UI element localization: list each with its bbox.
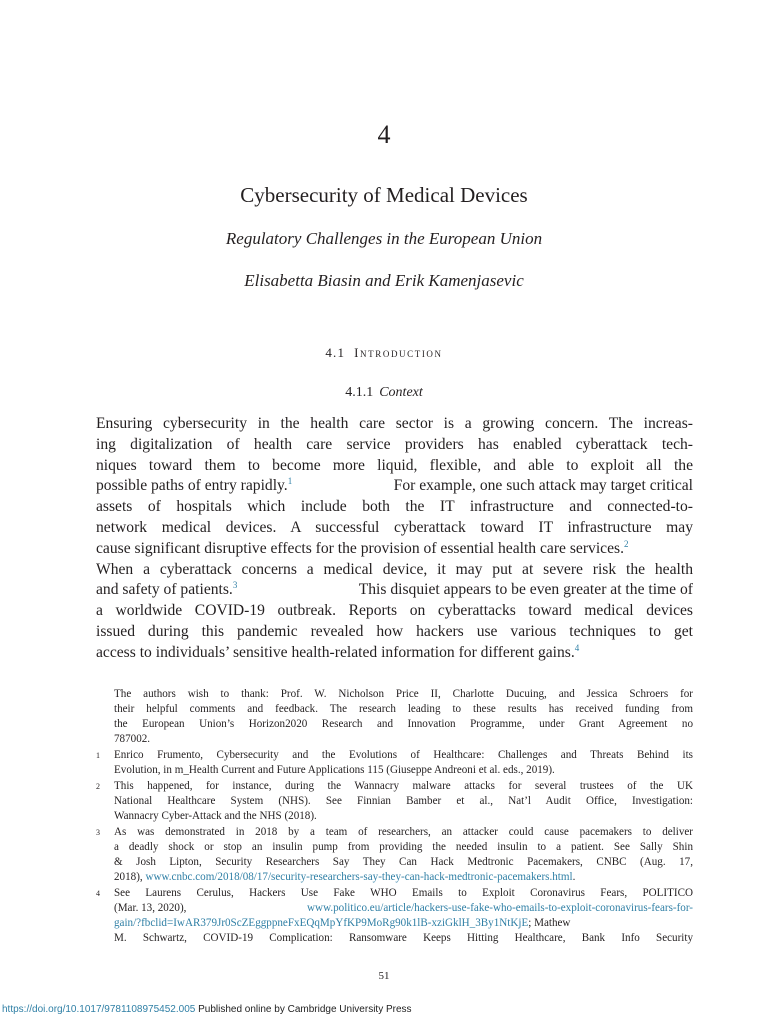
body-line: a worldwide COVID-19 outbreak. Reports on cyberattacks toward medical devices xyxy=(96,602,693,620)
footnote-ref-1[interactable]: 1 xyxy=(287,476,293,487)
footnote-1 xyxy=(96,748,693,778)
section-title: Introduction xyxy=(354,345,443,360)
chapter-number: 4 xyxy=(377,120,391,149)
body-line: niques toward them to become more liquid, flexible, and able to exploit all the xyxy=(96,456,693,474)
note-line: The authors wish to thank: Prof. W. Nicholson Price II, Charlotte Ducuing, and Jessica Schroers for xyxy=(114,688,693,700)
acknowledgment-note xyxy=(96,687,693,747)
body-paragraph xyxy=(96,414,693,664)
body-line: ing digitalization of health care service providers has enabled cyberattack tech- xyxy=(96,435,693,453)
body-line: network medical devices. A successful cyberattack toward IT infrastructure may xyxy=(96,518,693,536)
note-line: Wannacry Cyber-Attack and the NHS (2018). xyxy=(114,810,317,822)
body-line xyxy=(96,476,693,497)
page-number: 51 xyxy=(378,970,390,982)
note-text: . xyxy=(572,871,576,883)
note-line: National Healthcare System (NHS). See Finnian Bamber et al., Nat’l Audit Office, Investigation: xyxy=(114,795,693,807)
body-line-part: possible paths of entry rapidly. xyxy=(96,477,288,495)
chapter-title: Cybersecurity of Medical Devices xyxy=(240,183,528,207)
section-heading xyxy=(0,345,768,361)
note-line: 787002. xyxy=(114,733,151,745)
note-line: Enrico Frumento, Cybersecurity and the Evolutions of Healthcare: Challenges and Threats Behind its xyxy=(114,749,693,761)
note-line: a deadly shock or stop an insulin pump from providing the needed insulin to a patient. See Sally Shin xyxy=(114,841,693,853)
body-line xyxy=(96,580,693,601)
note-line: See Laurens Cerulus, Hackers Use Fake WHO Emails to Exploit Coronavirus Fears, POLITICO xyxy=(114,887,693,899)
subsection-title: Context xyxy=(379,385,423,400)
footnote-mark: 2 xyxy=(96,782,100,791)
footer xyxy=(2,1004,412,1015)
doi-link[interactable]: https://doi.org/10.1017/9781108975452.005 xyxy=(2,1004,196,1015)
politico-link[interactable]: www.politico.eu/article/hackers-use-fake-who-emails-to-exploit-coronavirus-fears-for- xyxy=(307,902,693,914)
footnotes xyxy=(96,687,693,947)
body-line-part: This disquiet appears to be even greater at the time of xyxy=(355,581,693,599)
politico-link-continued[interactable]: gain/?fbclid=IwAR379Jr0ScZEggppneFxEQqMpYfKP9MoRg90k1lB-xziGklH_3By1NtKjE xyxy=(114,917,529,929)
body-line xyxy=(96,539,693,560)
chapter-authors: Elisabetta Biasin and Erik Kamenjasevic xyxy=(244,271,524,290)
note-line: M. Schwartz, COVID-19 Complication: Ransomware Keeps Hitting Healthcare, Bank Info Security xyxy=(114,932,693,944)
footnote-ref-4[interactable]: 4 xyxy=(574,642,580,653)
footnote-4 xyxy=(96,886,693,946)
note-line: their helpful comments and feedback. The research leading to these results has received funding from xyxy=(114,703,693,715)
footnote-2 xyxy=(96,779,693,824)
footnote-ref-2[interactable]: 2 xyxy=(623,538,629,549)
body-line-part: For example, one such attack may target critical xyxy=(389,477,693,495)
note-line: This happened, for instance, during the Wannacry malware attacks for several trustees of the UK xyxy=(114,780,693,792)
footnote-mark: 4 xyxy=(96,889,100,898)
note-line: Evolution, in m_Health Current and Future Applications 115 (Giuseppe Andreoni et al. eds., 2019). xyxy=(114,764,555,776)
note-line xyxy=(114,916,693,931)
body-line-part: access to individuals’ sensitive health-related information for different gains. xyxy=(96,643,575,661)
section-number: 4.1 xyxy=(325,345,346,360)
body-line: When a cyberattack concerns a medical device, it may put at severe risk the health xyxy=(96,560,693,578)
subsection-number: 4.1.1 xyxy=(345,385,374,400)
body-line: Ensuring cybersecurity in the health care sector is a growing concern. The increas- xyxy=(96,415,693,432)
note-text: 2018), xyxy=(114,871,146,883)
cnbc-link[interactable]: www.cnbc.com/2018/08/17/security-researchers-say-they-can-hack-medtronic-pacemakers.html xyxy=(145,871,573,883)
body-line-part: cause significant disruptive effects for the provision of essential health care services. xyxy=(96,539,624,557)
footer-text: Published online by Cambridge University Press xyxy=(195,1004,412,1015)
chapter-subtitle: Regulatory Challenges in the European Union xyxy=(225,229,543,248)
note-text: ; Mathew xyxy=(528,917,571,929)
subsection-heading xyxy=(0,385,768,401)
footnote-mark: 3 xyxy=(96,828,100,837)
footnote-mark: 1 xyxy=(96,751,100,760)
note-line xyxy=(114,870,693,885)
note-line: & Josh Lipton, Security Researchers Say They Can Hack Medtronic Pacemakers, CNBC (Aug. 17, xyxy=(114,856,693,868)
note-line: the European Union’s Horizon2020 Research and Innovation Programme, under Grant Agreement no xyxy=(114,718,693,730)
note-line: As was demonstrated in 2018 by a team of researchers, an attacker could cause pacemakers to deliver xyxy=(114,826,693,838)
body-line: issued during this pandemic revealed how hackers use various techniques to get xyxy=(96,622,693,640)
footnote-ref-3[interactable]: 3 xyxy=(232,580,238,591)
note-line xyxy=(114,901,693,916)
body-line: assets of hospitals which include both the IT infrastructure and connected-to- xyxy=(96,498,693,516)
body-line-part: and safety of patients. xyxy=(96,581,233,599)
body-line xyxy=(96,643,693,664)
footnote-3 xyxy=(96,825,693,885)
note-text: (Mar. 13, 2020), xyxy=(114,902,190,914)
